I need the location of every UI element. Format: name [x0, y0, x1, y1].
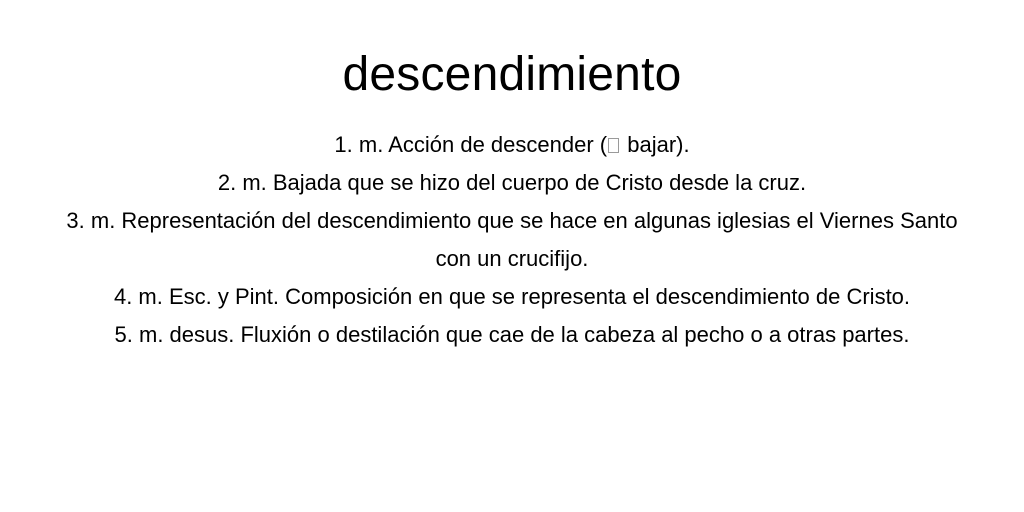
definition-list — [48, 126, 976, 354]
definition-4: 4. m. Esc. y Pint. Composición en que se representa el descendimiento de Cristo. — [113, 284, 911, 309]
definition-2: 2. m. Bajada que se hizo del cuerpo de Cristo desde la cruz. — [217, 170, 807, 195]
definition-3: 3. m. Representación del descendimiento que se hace en algunas iglesias el Viernes Santo con un crucifijo. — [66, 208, 958, 271]
missing-glyph-icon — [608, 138, 619, 153]
headword: descendimiento — [342, 48, 682, 101]
definition-1 — [48, 126, 976, 164]
definition-5: 5. m. desus. Fluxión o destilación que cae de la cabeza al pecho o a otras partes. — [114, 322, 910, 347]
definition-1-text-start: 1. m. Acción de descender ( — [334, 132, 608, 157]
definition-1-text-end: bajar). — [621, 132, 690, 157]
